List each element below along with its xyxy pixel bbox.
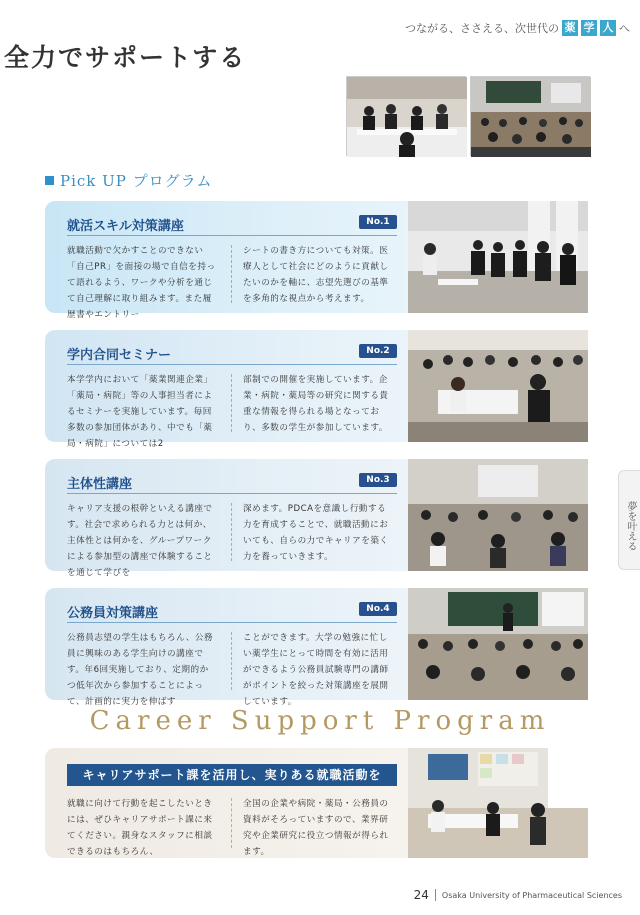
program-number-badge: No.4	[359, 602, 397, 616]
tag-char-box: 学	[581, 20, 597, 36]
program-photo	[408, 201, 588, 313]
program-title: 主体性講座	[67, 477, 133, 492]
program-card	[45, 201, 588, 320]
divider	[67, 622, 397, 623]
program-text: ことができます。大学の勉強に忙しい薬学生にとって時間を有効に活用ができるよう公務員試験専門の講師がポイントを絞った対策講座を展開しています。	[243, 633, 389, 707]
program-card	[45, 588, 588, 707]
divider	[67, 493, 397, 494]
career-support-banner: キャリアサポート課を活用し、実りある就職活動を	[67, 764, 397, 786]
program-text: シートの書き方についても対策。医療人として社会にどのように貢献したいのかを軸に、志望先選びの基準を多角的な視点から考えます。	[243, 246, 389, 304]
program-text: 部制での開催を実施しています。企業・病院・薬局等の研究に関する貴重な情報を得られる場となっており、多数の学生が参加しています。	[243, 375, 389, 433]
program-photo	[408, 459, 588, 571]
program-text: 就職活動で欠かすことのできない「自己PR」を面接の場で自信を持って語れるよう、ワークや分析を通じて自己理解に取り組みます。また履歴書やエントリー	[67, 246, 216, 320]
program-number-badge: No.2	[359, 344, 397, 358]
page-title: 全力でサポートする	[4, 43, 247, 72]
program-title: 就活スキル対策講座	[67, 219, 184, 234]
pickup-heading	[45, 170, 213, 191]
program-number-badge: No.3	[359, 473, 397, 487]
footer-divider	[435, 889, 436, 901]
career-support-title: Career Support Program	[89, 706, 551, 736]
lecture-hall-photo	[470, 76, 590, 156]
program-text: キャリア支援の根幹といえる講座です。社会で求められる力とは何か、主体性とは何かを、グループワークによる参加型の講座で体験することを通じて学びを	[67, 504, 213, 578]
footer	[414, 888, 622, 902]
header-tagline	[405, 20, 630, 36]
square-bullet-icon	[45, 176, 54, 185]
career-support-office-photo	[408, 748, 588, 858]
page-number: 24	[413, 888, 429, 902]
column-divider	[231, 503, 232, 561]
tagline-text: つながる、ささえる、次世代の	[405, 22, 559, 35]
divider	[67, 364, 397, 365]
support-text: 就職に向けて行動を起こしたいときには、ぜひキャリアサポート課に来てください。親身なスタッフに相談できるのはもちろん、	[67, 799, 213, 857]
career-support-card	[45, 748, 588, 858]
side-tab: 夢を叶える	[618, 470, 640, 570]
column-divider	[231, 632, 232, 690]
program-text: 公務員志望の学生はもちろん、公務員に興味のある学生向けの講座です。年6回実施しており、定期的かつ低年次から参加することによって、計画的に実力を伸ばす	[67, 633, 214, 707]
program-card	[45, 330, 588, 449]
program-photo	[408, 330, 588, 442]
tag-char-box: 薬	[562, 20, 578, 36]
program-title: 公務員対策講座	[67, 606, 159, 621]
column-divider	[231, 245, 232, 303]
column-divider	[231, 374, 232, 432]
program-photo	[408, 588, 588, 700]
tag-char-box: 人	[600, 20, 616, 36]
program-title: 学内合同セミナー	[67, 348, 172, 363]
pickup-heading-text: Pick UP プログラム	[60, 172, 213, 190]
tagline-suffix: へ	[619, 22, 630, 35]
program-text: 本学学内において「薬業関連企業」「薬局・病院」等の人事担当者によるセミナーを実施しています。毎回多数の参加団体があり、中でも「薬局・病院」については2	[67, 375, 213, 449]
divider	[67, 235, 397, 236]
university-name: Osaka University of Pharmaceutical Sciences	[441, 890, 622, 900]
program-card	[45, 459, 588, 578]
column-divider	[231, 798, 232, 848]
seminar-photo	[346, 76, 466, 156]
program-text: 深めます。PDCAを意識し行動する力を育成することで、就職活動においても、自らの力でキャリアを築く力を養っていきます。	[243, 504, 389, 562]
program-number-badge: No.1	[359, 215, 397, 229]
support-text: 全国の企業や病院・薬局・公務員の資料がそろっていますので、業界研究や企業研究に役立つ情報が得られます。	[243, 799, 389, 857]
